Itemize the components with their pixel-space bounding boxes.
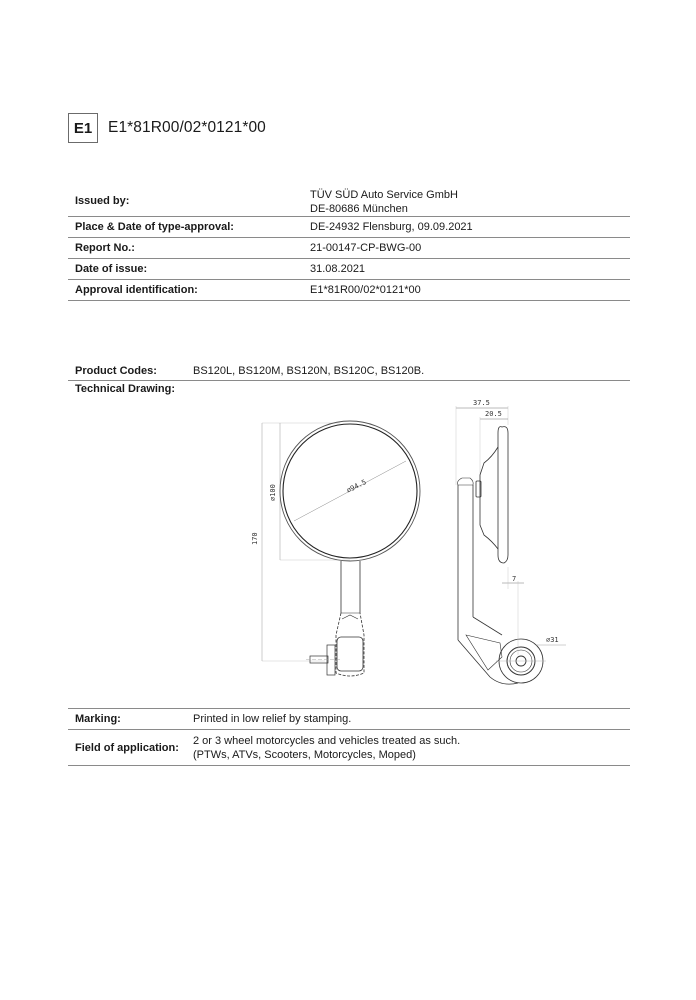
e-mark-badge: E1 — [68, 113, 98, 143]
dim-label-depth-total: 37.5 — [473, 399, 490, 407]
technical-drawing-label: Technical Drawing: — [75, 383, 176, 395]
field-of-application-value — [193, 734, 460, 762]
product-codes-value: BS120L, BS120M, BS120N, BS120C, BS120B. — [193, 365, 425, 377]
dim-label-depth-head: 20.5 — [485, 410, 502, 418]
marking-value: Printed in low relief by stamping. — [193, 713, 352, 725]
table-row-product-codes — [68, 362, 630, 381]
front-view — [262, 421, 420, 676]
issued-by-label: Issued by: — [75, 195, 130, 207]
technical-drawing — [240, 395, 600, 695]
table-row-marking — [68, 709, 630, 730]
report-no-value: 21-00147-CP-BWG-00 — [310, 242, 422, 254]
approval-header — [68, 113, 266, 143]
marking-application-table — [68, 708, 630, 766]
table-row-field-of-application — [68, 730, 630, 766]
date-of-issue-value: 31.08.2021 — [310, 263, 366, 275]
approval-id-label: Approval identification: — [75, 284, 198, 296]
approval-code-title: E1*81R00/02*0121*00 — [108, 119, 266, 136]
place-date-value: DE-24932 Flensburg, 09.09.2021 — [310, 221, 473, 233]
dim-label-glass-diameter: ⌀94.5 — [345, 478, 368, 495]
approval-id-value: E1*81R00/02*0121*00 — [310, 284, 421, 296]
date-of-issue-label: Date of issue: — [75, 263, 148, 275]
place-date-label: Place & Date of type-approval: — [75, 221, 234, 233]
application-line-1: 2 or 3 wheel motorcycles and vehicles treated as such. — [193, 734, 461, 747]
approval-info-table — [68, 186, 630, 301]
dim-label-clamp-diameter: ⌀31 — [546, 636, 559, 644]
issuer-address: DE-80686 München — [310, 203, 408, 215]
application-line-2: (PTWs, ATVs, Scooters, Motorcycles, Moped) — [193, 748, 416, 761]
marking-label: Marking: — [75, 713, 121, 725]
field-of-application-label: Field of application: — [75, 741, 179, 754]
dim-label-total-height: 170 — [251, 532, 259, 545]
issuer-name: TÜV SÜD Auto Service GmbH — [310, 189, 458, 201]
table-row-approval-id — [68, 280, 630, 301]
table-row-report-no — [68, 238, 630, 259]
table-row-date-of-issue — [68, 259, 630, 280]
table-row-issued-by — [68, 186, 630, 217]
report-no-label: Report No.: — [75, 242, 135, 254]
dim-label-offset: 7 — [512, 575, 517, 583]
dim-label-mirror-height: ⌀100 — [269, 484, 277, 501]
issued-by-value — [310, 186, 630, 216]
product-codes-label: Product Codes: — [75, 365, 157, 377]
product-codes-section — [68, 362, 630, 381]
table-row-place-date — [68, 217, 630, 238]
